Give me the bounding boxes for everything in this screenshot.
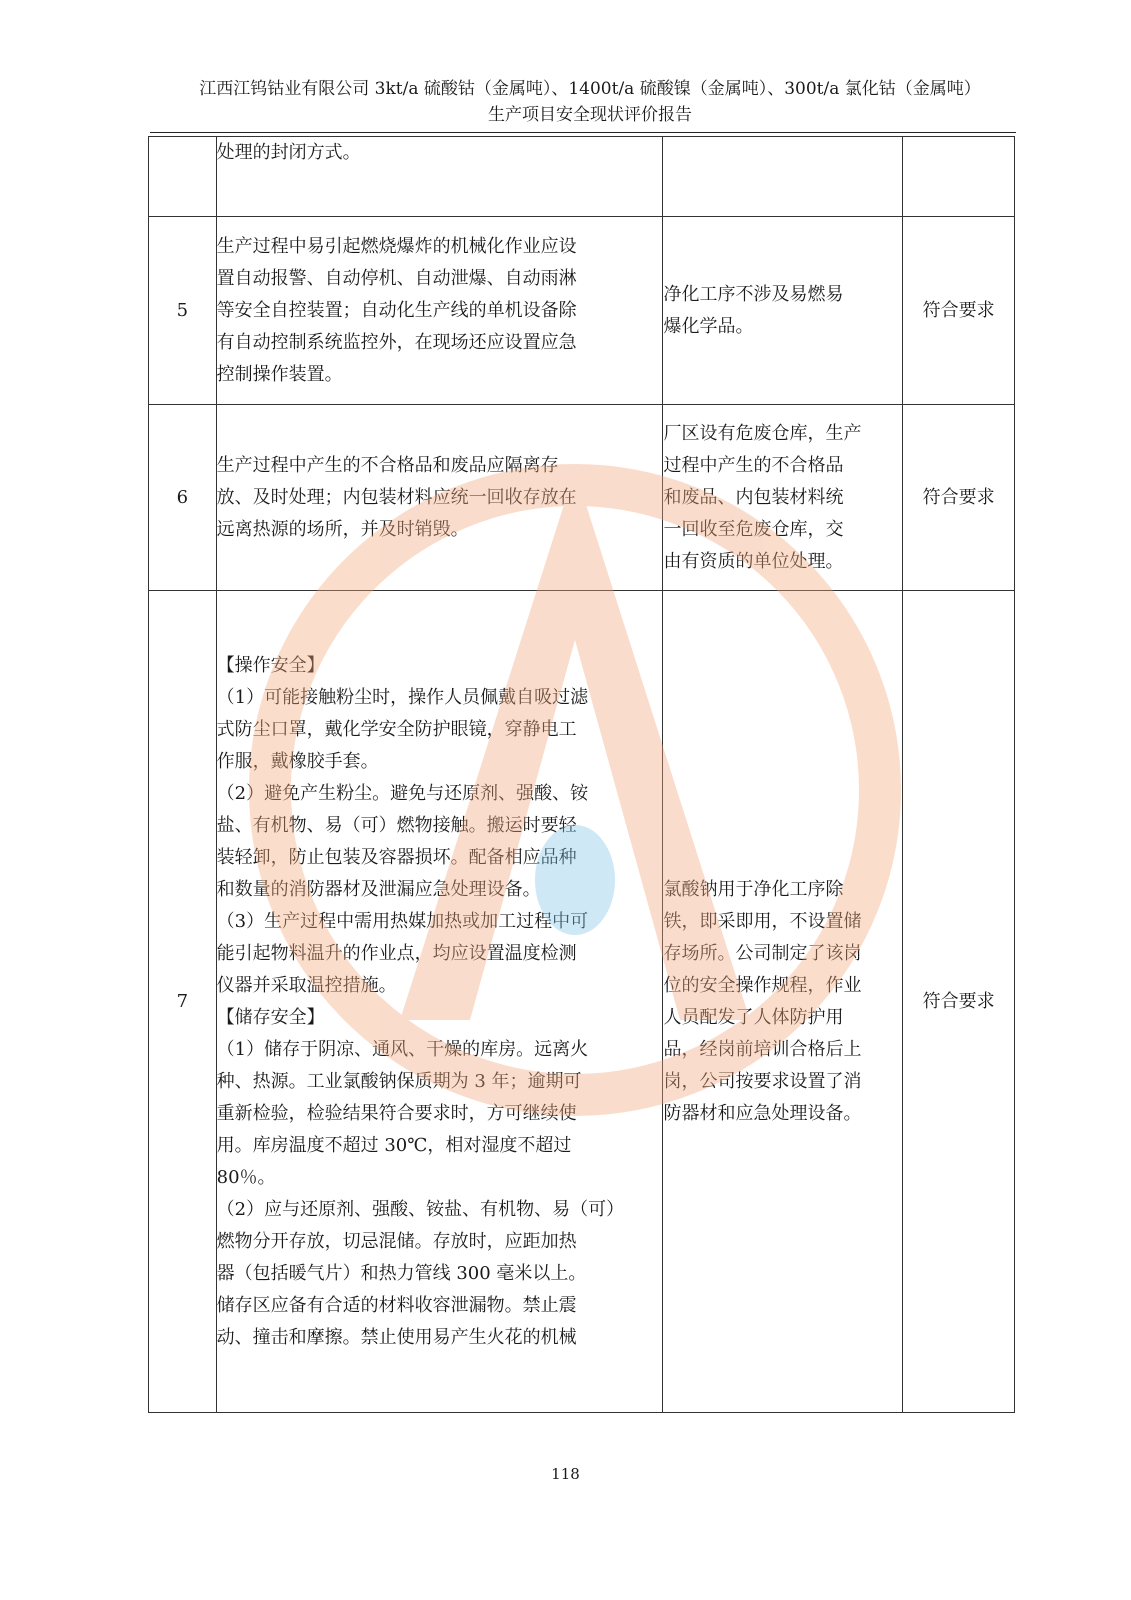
requirement-line: 重新检验，检验结果符合要求时，方可继续使 [216,1102,577,1124]
header-rule [150,132,1016,133]
requirement-line: 有自动控制系统监控外，在现场还应设置应急 [216,331,577,353]
status-line: 厂区设有危废仓库，生产 [663,422,862,444]
requirement-line: 装轻卸，防止包装及容器损坏。配备相应品种 [216,846,577,868]
requirement-line: 【操作安全】 [216,654,325,676]
requirement-line: （2）应与还原剂、强酸、铵盐、有机物、易（可） [216,1198,625,1220]
result-cell: 符合要求 [903,405,1015,591]
requirement-line: 式防尘口罩，戴化学安全防护眼镜，穿静电工 [216,718,577,740]
requirement-line: 处理的封闭方式。 [216,142,361,163]
row-number [149,137,217,217]
row-number: 7 [149,591,217,1413]
status-line: 由有资质的单位处理。 [663,550,844,572]
requirement-line: （2）避免产生粉尘。避免与还原剂、强酸、铵 [216,782,589,804]
requirement-line: （3）生产过程中需用热媒加热或加工过程中可 [216,910,589,932]
table-row [149,405,1015,591]
requirement-line: 生产过程中产生的不合格品和废品应隔离存 [216,454,559,476]
requirement-line: 器（包括暖气片）和热力管线 300 毫米以上。 [216,1262,587,1284]
requirement-cell [216,217,663,405]
page-number: 118 [551,1465,580,1483]
requirement-line: 置自动报警、自动停机、自动泄爆、自动雨淋 [216,267,577,289]
status-cell [663,137,903,217]
requirement-line: 能引起物料温升的作业点，均应设置温度检测 [216,942,577,964]
requirement-line: 控制操作装置。 [216,363,343,385]
requirement-line: 燃物分开存放，切忌混储。存放时，应距加热 [216,1230,577,1252]
requirement-line: 储存区应备有合适的材料收容泄漏物。禁止震 [216,1294,577,1316]
status-line: 氯酸钠用于净化工序除 [663,878,844,900]
requirement-cell [216,137,663,217]
requirement-line: 种、热源。工业氯酸钠保质期为 3 年；逾期可 [216,1070,582,1092]
requirement-line: 作服，戴橡胶手套。 [216,750,379,772]
status-line: 净化工序不涉及易燃易 [663,283,844,305]
status-cell [663,591,903,1413]
requirement-line: 等安全自控装置；自动化生产线的单机设备除 [216,299,577,321]
row-number: 5 [149,217,217,405]
requirement-line: 【储存安全】 [216,1006,325,1028]
status-line: 岗，公司按要求设置了消 [663,1070,862,1092]
requirement-line: 生产过程中易引起燃烧爆炸的机械化作业应设 [216,235,577,257]
status-line: 过程中产生的不合格品 [663,454,844,476]
requirement-line: 放、及时处理；内包装材料应统一回收存放在 [216,486,577,508]
status-line: 位的安全操作规程，作业 [663,974,862,996]
result-cell: 符合要求 [903,591,1015,1413]
status-line: 存场所。公司制定了该岗 [663,942,862,964]
status-line: 防器材和应急处理设备。 [663,1102,862,1124]
requirement-line: （1）储存于阴凉、通风、干燥的库房。远离火 [216,1038,589,1060]
requirement-line: 动、撞击和摩擦。禁止使用易产生火花的机械 [216,1326,577,1348]
status-line: 一回收至危废仓库，交 [663,518,844,540]
row-number: 6 [149,405,217,591]
status-line: 铁，即采即用，不设置储 [663,910,862,932]
evaluation-table [148,136,1015,1413]
header-title-line2: 生产项目安全现状评价报告 [488,105,692,125]
requirement-line: 仪器并采取温控措施。 [216,974,397,996]
status-line: 爆化学品。 [663,315,754,337]
status-line: 和废品、内包装材料统 [663,486,844,508]
requirement-line: 80％。 [216,1166,276,1188]
table-row [149,137,1015,217]
requirement-cell [216,591,663,1413]
requirement-cell [216,405,663,591]
result-cell: 符合要求 [903,217,1015,405]
table-row [149,217,1015,405]
status-line: 品，经岗前培训合格后上 [663,1038,862,1060]
status-cell [663,217,903,405]
requirement-line: 用。库房温度不超过 30℃，相对湿度不超过 [216,1134,572,1156]
status-line: 人员配发了人体防护用 [663,1006,844,1028]
result-cell [903,137,1015,217]
requirement-line: 盐、有机物、易（可）燃物接触。搬运时要轻 [216,814,577,836]
document-header [150,76,1030,128]
requirement-line: 和数量的消防器材及泄漏应急处理设备。 [216,878,541,900]
status-cell [663,405,903,591]
table-row [149,591,1015,1413]
requirement-line: （1）可能接触粉尘时，操作人员佩戴自吸过滤 [216,686,589,708]
requirement-line: 远离热源的场所，并及时销毁。 [216,518,469,540]
header-title-line1: 江西江钨钴业有限公司 3kt/a 硫酸钴（金属吨）、1400t/a 硫酸镍（金属吨）、300t/a 氯化钴（金属吨） [199,79,981,99]
